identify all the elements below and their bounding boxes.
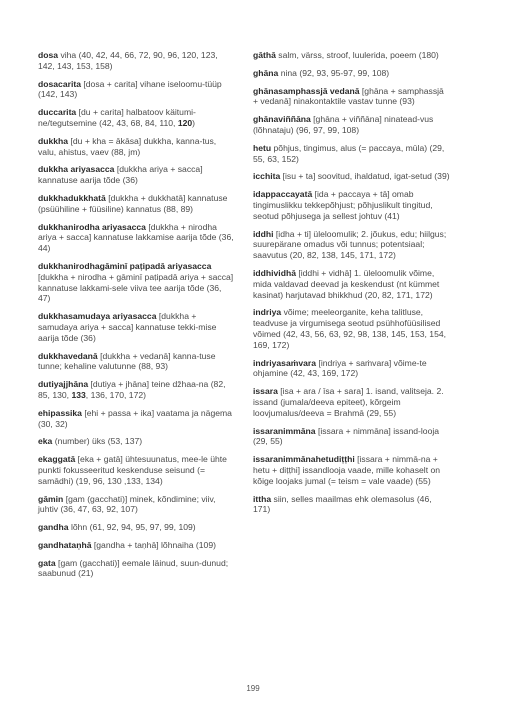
definition-text: [gandha + taṇhā] lõhnaiha (109)	[91, 539, 216, 550]
headword: ehipassika	[38, 407, 82, 418]
headword: dukkhasamudaya ariyasacca	[38, 311, 157, 322]
headword: ekaggatā	[38, 454, 76, 465]
headword: dukkhanirodhagāminī paṭipadā ariyasacca	[38, 260, 212, 271]
definition-text: [issara + nimmā-na + hetu + diṭṭhi] issandlooja vaade, mille kohaselt on kõige loojaks jumal (= teism = vale vaade) (55)	[253, 454, 441, 486]
definition-text: [gam (gacchati)] minek, kõndimine; viiv, juhtiv (36, 47, 63, 92, 107)	[38, 493, 216, 515]
glossary-entry	[253, 268, 451, 300]
headword: gāmin	[38, 493, 64, 504]
definition-text: [dukkha + nirodha ariya + sacca] kannatuse lakkamise aarija tõde (36, 44)	[38, 221, 234, 254]
headword: iddhividhā	[253, 267, 296, 278]
glossary-entry	[38, 494, 236, 516]
headword: indriyasaṁvara	[253, 357, 317, 368]
glossary-entry	[38, 522, 236, 533]
headword: dosa	[38, 50, 59, 60]
headword: issaranimmānahetudiṭṭhi	[253, 454, 355, 465]
headword: idappaccayatā	[253, 189, 313, 200]
right-column	[253, 50, 451, 522]
definition-text: , 136, 170, 172)	[85, 389, 146, 400]
definition-text: )	[192, 117, 196, 128]
definition-text: [ida + paccaya + tā] omab tingimuslikku tekkepõhjust; põhjuslikult tingitud, seotud põhjusega ja sellest johtuv (41)	[253, 189, 433, 221]
headword: gandhataṇhā	[38, 539, 92, 550]
definition-text: [dukkha + samudaya ariya + sacca] kannatuse tekki-mise aarija tõde (36)	[38, 311, 217, 343]
glossary-entry	[253, 386, 451, 418]
glossary-entry	[253, 358, 451, 380]
headword: gāthā	[253, 50, 276, 60]
headword: indriya	[253, 307, 282, 318]
headword: dukkhavedanā	[38, 350, 98, 361]
definition-text: lõhn (61, 92, 94, 95, 97, 99, 109)	[68, 522, 196, 533]
glossary-entry	[38, 454, 236, 486]
definition-text: [du + kha = ākāsa] dukkha, kanna-tus, valu, ahistus, vaev (88, jm)	[38, 135, 217, 157]
headword: ittha	[253, 493, 272, 504]
headword: ghānasamphassjā vedanā	[253, 85, 360, 96]
definition-text: [indriya + saṁvara] võime-te ohjamine (42, 43, 169, 172)	[253, 357, 427, 379]
glossary-entry	[253, 454, 451, 486]
glossary-entry	[38, 261, 236, 304]
glossary-entry	[38, 436, 236, 447]
glossary-entry	[38, 379, 236, 401]
headword: dukkha ariyasacca	[38, 164, 115, 175]
definition-text: [dutiya + jhāna] teine džhaa-na (82, 85, 130,	[38, 379, 226, 400]
glossary-entry	[253, 114, 451, 136]
definition-text: [du + carita] halbatoov käitumi-ne/tegutsemine (42, 43, 68, 84, 110,	[38, 107, 196, 128]
headword: dutiyajjhāna	[38, 379, 89, 390]
glossary-entry	[253, 86, 451, 108]
glossary-entry	[38, 50, 236, 72]
headword: ghāna	[253, 67, 279, 78]
headword: eka	[38, 436, 53, 447]
glossary-entry	[38, 193, 236, 215]
definition-text: [gam (gacchati)] eemale läinud, suun-dunud; saabunud (21)	[38, 557, 229, 579]
definition-text: [idha + ti] üleloomulik; 2. jõukus, edu; hiilgus; suurepärane omadus või tunnus; potentsiaal; saavutus (20, 82, 138, 145, 171, 172)	[253, 228, 447, 261]
definition-text: [ghāna + samphassjā + vedanā] ninakontaktile vastav tunne (93)	[253, 85, 444, 107]
left-column	[38, 50, 236, 586]
definition-text: [dukkha + nirodha + gāminī paṭipadā ariya + sacca] kannatuse lakkami-sele viiva tee aarija tõde (36, 47)	[38, 271, 234, 304]
glossary-entry	[253, 50, 451, 61]
glossary-entry	[38, 79, 236, 101]
definition-text: viha (40, 42, 44, 66, 72, 90, 96, 120, 123, 142, 143, 153, 158)	[38, 50, 218, 71]
headword: duccarita	[38, 107, 77, 118]
definition-text: [iddhi + vidhā] 1. üleloomulik võime, mida valdavad deevad ja keskendust (nt kümmet kasinat) harjutavad bhikkhud (20, 82, 171, 172)	[253, 267, 440, 300]
bold-page-ref: 120	[177, 117, 193, 128]
definition-text: siin, selles maailmas ehk olemasolus (46, 171)	[253, 493, 432, 515]
bold-page-ref: 133	[71, 389, 86, 400]
definition-text: [isa + ara / īsa + sara] 1. isand, valitseja. 2. issand (jumala/deeva epiteet), kõrgeim loovjumalus/deeva = Brahmā (29, 55)	[253, 386, 444, 418]
glossary-entry	[38, 558, 236, 580]
glossary-entry	[253, 189, 451, 221]
glossary-entry	[253, 229, 451, 261]
headword: gandha	[38, 522, 69, 533]
definition-text: (number) üks (53, 137)	[52, 436, 143, 447]
glossary-entry	[38, 351, 236, 373]
glossary-entry	[38, 311, 236, 343]
glossary-entry	[38, 540, 236, 551]
definition-text: [dukkha + vedanā] kanna-tuse tunne; kehaline valutunne (88, 93)	[38, 350, 216, 372]
glossary-entry	[253, 494, 451, 516]
definition-text: [dukkha ariya + sacca] kannatuse aarija tõde (36)	[38, 164, 203, 186]
definition-text: [isu + ta] soovitud, ihaldatud, igat-setud (39)	[280, 171, 450, 182]
glossary-entry	[38, 136, 236, 158]
headword: dosacarita	[38, 78, 81, 89]
headword: icchita	[253, 171, 281, 182]
definition-text: [ehi + passa + ika] vaatama ja nägema (30, 32)	[38, 407, 232, 429]
definition-text: [ghāna + viññāna] ninatead-vus (lõhnataju) (96, 97, 99, 108)	[253, 114, 434, 135]
glossary-entry	[38, 107, 236, 129]
headword: dukkhanirodha ariyasacca	[38, 221, 146, 232]
headword: ghānaviññāna	[253, 114, 311, 125]
headword: dukkha	[38, 135, 69, 146]
headword: iddhi	[253, 228, 274, 239]
definition-text: nina (92, 93, 95-97, 99, 108)	[278, 67, 390, 78]
glossary-entry	[253, 143, 451, 165]
definition-text: [dosa + carita] vihane iseloomu-tüüp (142, 143)	[38, 78, 222, 100]
page-number: 199	[246, 684, 260, 693]
glossary-entry	[38, 164, 236, 186]
glossary-entry	[253, 426, 451, 448]
glossary-entry	[253, 68, 451, 79]
glossary-entry	[38, 408, 236, 430]
glossary-entry	[38, 222, 236, 254]
definition-text: [dukkha + dukkhatā] kannatuse (psüühiline + füüsiline) kannatus (88, 89)	[38, 192, 228, 214]
headword: issaranimmāna	[253, 425, 316, 436]
definition-text: võime; meeleorganite, keha talitluse, teadvuse ja virgumisega seotud psühhofüüsilised võimed (42, 43, 56, 63, 92, 98, 138, 145, 153, 154, 169, 172)	[253, 307, 447, 350]
headword: gata	[38, 557, 56, 568]
headword: dukkhadukkhatā	[38, 192, 106, 203]
glossary-entry	[253, 307, 451, 350]
glossary-entry	[253, 171, 451, 182]
headword: issara	[253, 386, 278, 397]
definition-text: [eka + gatā] ühtesuunatus, mee-le ühte punkti fokusseeritud keskenduse seisund (= samādhi) (19, 96, 130 ,133, 134)	[38, 454, 227, 486]
headword: hetu	[253, 142, 272, 153]
definition-text: [issara + nimmāna] issand-looja (29, 55)	[253, 425, 440, 447]
definition-text: salm, värss, stroof, luulerida, poeem (180)	[275, 50, 439, 60]
definition-text: põhjus, tingimus, alus (= paccaya, mūla) (29, 55, 63, 152)	[253, 142, 445, 164]
